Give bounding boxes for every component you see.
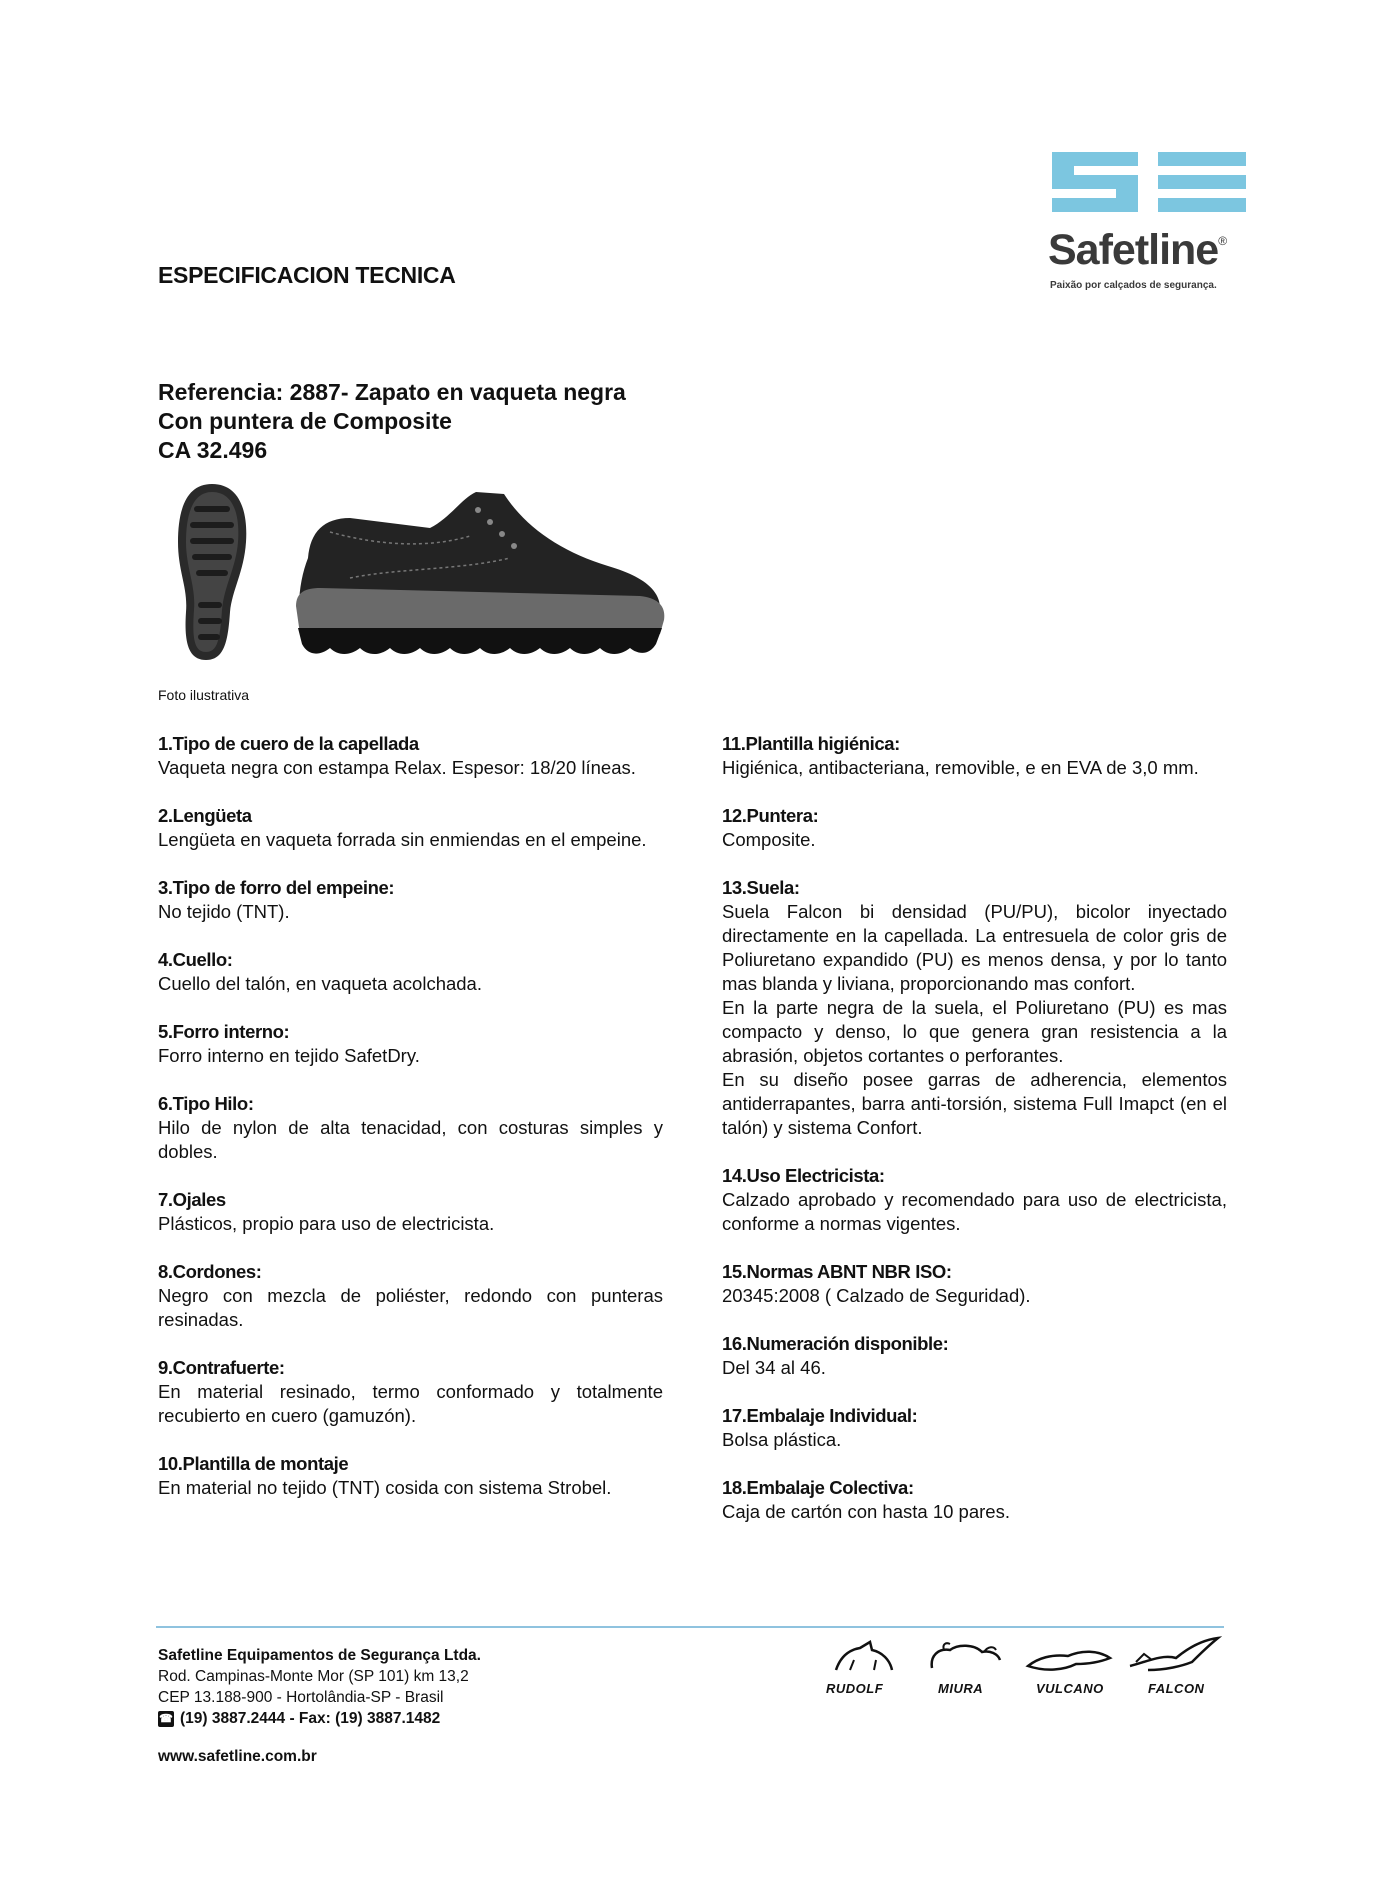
spec-item <box>722 1476 1227 1524</box>
spec-body: Forro interno en tejido SafetDry. <box>158 1045 420 1066</box>
spec-body: 20345:2008 ( Calzado de Seguridad). <box>722 1285 1031 1306</box>
specs-left-column <box>158 732 663 1524</box>
spec-item <box>158 804 663 852</box>
spec-item <box>158 1452 663 1500</box>
spec-item <box>722 804 1227 852</box>
spec-heading: 4.Cuello: <box>158 949 233 970</box>
spec-body: Negro con mezcla de poliéster, redondo con punteras resinadas. <box>158 1285 663 1330</box>
brand-label: VULCANO <box>1036 1681 1104 1696</box>
spec-heading: 5.Forro interno: <box>158 1021 290 1042</box>
phone-number: (19) 3887.2444 - Fax: (19) 3887.1482 <box>180 1710 441 1727</box>
product-reference <box>158 378 626 465</box>
shoe-sole-image <box>172 482 252 662</box>
panther-icon <box>1024 1640 1114 1676</box>
company-name: Safetline Equipamentos de Segurança Ltda. <box>158 1647 481 1664</box>
miura-logo <box>924 1640 1020 1696</box>
spec-heading: 17.Embalaje Individual: <box>722 1405 918 1426</box>
spec-item <box>158 1188 663 1236</box>
spec-item <box>722 1332 1227 1380</box>
spec-body: Hilo de nylon de alta tenacidad, con costuras simples y dobles. <box>158 1117 663 1162</box>
rudolf-logo <box>826 1640 922 1696</box>
spec-item <box>158 732 663 780</box>
spec-item <box>158 876 663 924</box>
spec-body: Bolsa plástica. <box>722 1429 842 1450</box>
spec-heading: 1.Tipo de cuero de la capellada <box>158 733 419 754</box>
website-link[interactable]: www.safetline.com.br <box>158 1748 317 1765</box>
spec-body: Lengüeta en vaqueta forrada sin enmiendas en el empeine. <box>158 829 647 850</box>
spec-paragraph: En la parte negra de la suela, el Poliuretano (PU) es mas compacto y denso, lo que genera gran resistencia a la abrasión, objetos cortantes o perforantes. <box>722 997 1227 1066</box>
spec-body: Composite. <box>722 829 816 850</box>
spec-body: En material no tejido (TNT) cosida con sistema Strobel. <box>158 1477 612 1498</box>
document-title: ESPECIFICACION TECNICA <box>158 262 456 288</box>
spec-item <box>158 1020 663 1068</box>
phone-icon: ☎ <box>159 1712 173 1725</box>
brand-label: MIURA <box>938 1681 984 1696</box>
spec-item <box>158 948 663 996</box>
spec-heading: 8.Cordones: <box>158 1261 262 1282</box>
spec-heading: 10.Plantilla de montaje <box>158 1453 349 1474</box>
ca-number: CA 32.496 <box>158 437 268 463</box>
spec-body: Plásticos, propio para uso de electricista. <box>158 1213 495 1234</box>
brand-logos <box>826 1640 1226 1696</box>
spec-heading: 13.Suela: <box>722 877 800 898</box>
address-line: Rod. Campinas-Monte Mor (SP 101) km 13,2 <box>158 1668 469 1685</box>
spec-body <box>722 900 1227 1140</box>
spec-body: Vaqueta negra con estampa Relax. Espesor: 18/20 líneas. <box>158 757 636 778</box>
vulcano-logo <box>1024 1640 1120 1696</box>
spec-heading: 9.Contrafuerte: <box>158 1357 285 1378</box>
brand-name: Safetline® <box>1048 226 1227 274</box>
reference-line: Referencia: 2887- Zapato en vaqueta negra <box>158 379 626 405</box>
spec-body: No tejido (TNT). <box>158 901 290 922</box>
brand-label: RUDOLF <box>826 1681 884 1696</box>
safetline-logo <box>1048 152 1248 292</box>
footer-divider <box>156 1626 1224 1628</box>
brand-tagline: Paixão por calçados de segurança. <box>1050 280 1217 291</box>
spec-item <box>722 876 1227 1140</box>
spec-item <box>722 1404 1227 1452</box>
falcon-logo <box>1126 1640 1222 1696</box>
spec-heading: 6.Tipo Hilo: <box>158 1093 254 1114</box>
spec-heading: 2.Lengüeta <box>158 805 252 826</box>
spec-heading: 15.Normas ABNT NBR ISO: <box>722 1261 952 1282</box>
spec-heading: 16.Numeración disponible: <box>722 1333 949 1354</box>
footer-contact <box>158 1645 481 1729</box>
spec-body: Higiénica, antibacteriana, removible, e en EVA de 3,0 mm. <box>722 757 1199 778</box>
spec-heading: 11.Plantilla higiénica: <box>722 733 900 754</box>
spec-heading: 7.Ojales <box>158 1189 226 1210</box>
safetline-se-mark-icon <box>1052 152 1246 212</box>
spec-item <box>722 1260 1227 1308</box>
shoe-side-image <box>290 488 670 658</box>
spec-body: En material resinado, termo conformado y totalmente recubierto en cuero (gamuzón). <box>158 1381 663 1426</box>
bull-icon <box>924 1640 1004 1676</box>
spec-item <box>158 1260 663 1332</box>
brand-label: FALCON <box>1148 1681 1205 1696</box>
photo-caption: Foto ilustrativa <box>158 687 250 703</box>
phone-line <box>158 1708 481 1729</box>
spec-item <box>722 1164 1227 1236</box>
spec-heading: 14.Uso Electricista: <box>722 1165 885 1186</box>
wolf-icon <box>830 1640 900 1676</box>
spec-item <box>158 1356 663 1428</box>
spec-paragraph: Suela Falcon bi densidad (PU/PU), bicolor inyectado directamente en la capellada. La entresuela de color gris de Poliuretano expandido (PU) es menos densa, y por lo tanto mas blanda y liviana, proporcionando mas confort. <box>722 901 1227 994</box>
spec-heading: 3.Tipo de forro del empeine: <box>158 877 395 898</box>
falcon-icon <box>1126 1636 1222 1676</box>
toe-cap-line: Con puntera de Composite <box>158 408 452 434</box>
specs-right-column <box>722 732 1227 1548</box>
spec-body: Cuello del talón, en vaqueta acolchada. <box>158 973 482 994</box>
spec-item <box>722 732 1227 780</box>
spec-item <box>158 1092 663 1164</box>
address-line: CEP 13.188-900 - Hortolândia-SP - Brasil <box>158 1689 444 1706</box>
spec-body: Caja de cartón con hasta 10 pares. <box>722 1501 1010 1522</box>
spec-heading: 12.Puntera: <box>722 805 819 826</box>
spec-body: Del 34 al 46. <box>722 1357 826 1378</box>
spec-heading: 18.Embalaje Colectiva: <box>722 1477 914 1498</box>
spec-paragraph: En su diseño posee garras de adherencia, elementos antiderrapantes, barra anti-torsión, sistema Full Imapct (en el talón) y sistema Confort. <box>722 1069 1227 1138</box>
spec-body: Calzado aprobado y recomendado para uso de electricista, conforme a normas vigentes. <box>722 1189 1227 1234</box>
